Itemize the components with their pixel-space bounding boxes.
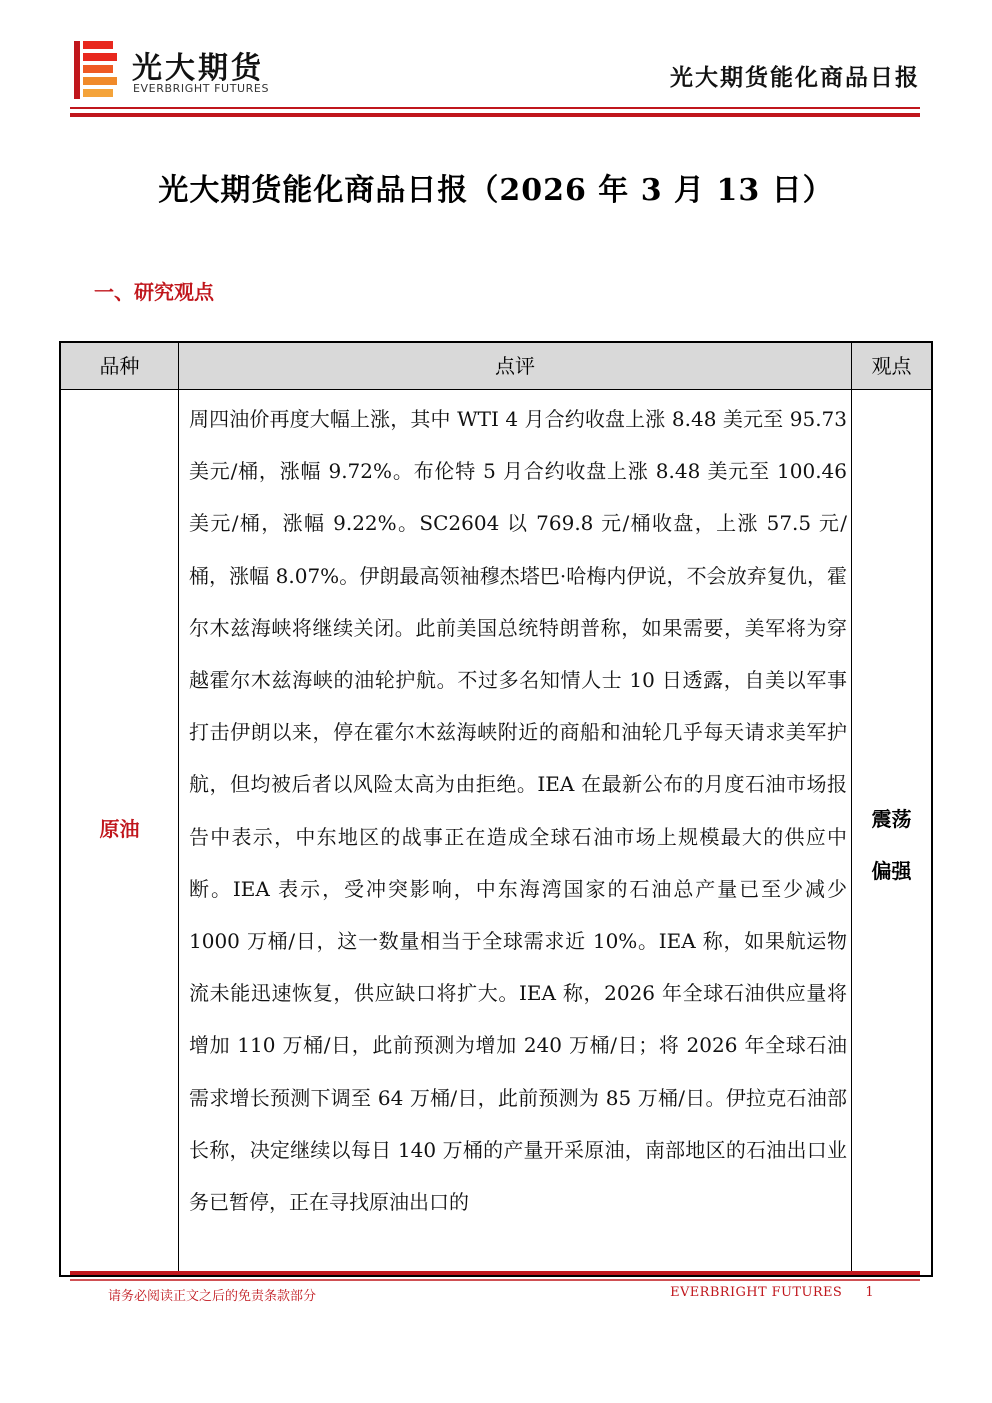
header-rule (70, 100, 920, 120)
document-title: 光大期货能化商品日报（2026 年 3 月 13 日） (158, 173, 834, 208)
view-line: 震荡 (871, 807, 912, 831)
logo-english-name: EVERBRIGHT FUTURES (133, 82, 270, 95)
comment-cell: 周四油价再度大幅上涨，其中 WTI 4 月合约收盘上涨 8.48 美元至 95.73 美元/桶，涨幅 9.72%。布伦特 5 月合约收盘上涨 8.48 美元至 100.46 美元/桶，涨幅 9.22%。SC2604 以 769.8 元/桶收盘，上涨 57.5 元/桶，涨幅 8.07%。伊朗最高领袖穆杰塔巴·哈梅内伊说，不会放弃复仇，霍尔木兹海峡将继续关闭。此前美国总统特朗普称，如果需要，美军将为穿越霍尔木兹海峡的油轮护航。不过多名知情人士 10 日透露，自美以军事打击伊朗以来，停在霍尔木兹海峡附近的商船和油轮几乎每天请求美军护航，但均被后者以风险太高为由拒绝。IEA 在最新公布的月度石油市场报告中表示，中东地区的战事正在造成全球石油市场上规模最大的供应中断。IEA 表示，受冲突影响，中东海湾国家的石油总产量已至少减少 1000 万桶/日，这一数量相当于全球需求近 10%。IEA 称，如果航运物流未能迅速恢复，供应缺口将扩大。IEA 称，2026 年全球石油供应量将增加 110 万桶/日，此前预测为增加 240 万桶/日；将 2026 年全球石油需求增长预测下调至 64 万桶/日，此前预测为 85 万桶/日。伊拉克石油部长称，决定继续以每日 140 万桶的产量开采原油，南部地区的石油出口业务已暂停，正在寻找原油出口的 (189, 407, 847, 1215)
footer-brand-name: EVERBRIGHT FUTURES (670, 1285, 843, 1300)
header-title: 光大期货能化商品日报 (670, 65, 920, 91)
section-title: 一、研究观点 (94, 280, 214, 304)
header-comment: 点评 (495, 354, 535, 378)
footer-brand (670, 1285, 874, 1300)
header-variety: 品种 (99, 354, 140, 378)
variety-cell: 原油 (99, 817, 140, 841)
logo-chinese-name: 光大期货 (132, 51, 264, 86)
footer-rule (70, 1268, 920, 1284)
page-number: 1 (865, 1285, 874, 1300)
header-view: 观点 (871, 354, 912, 378)
column-divider (178, 343, 179, 1275)
research-table (59, 341, 933, 1277)
view-line: 偏强 (871, 859, 912, 883)
table-header-row (61, 343, 931, 390)
company-logo (74, 41, 284, 99)
footer-disclaimer: 请务必阅读正文之后的免责条款部分 (108, 1289, 317, 1304)
everbright-logo-icon (74, 41, 118, 99)
view-cell (852, 793, 931, 897)
